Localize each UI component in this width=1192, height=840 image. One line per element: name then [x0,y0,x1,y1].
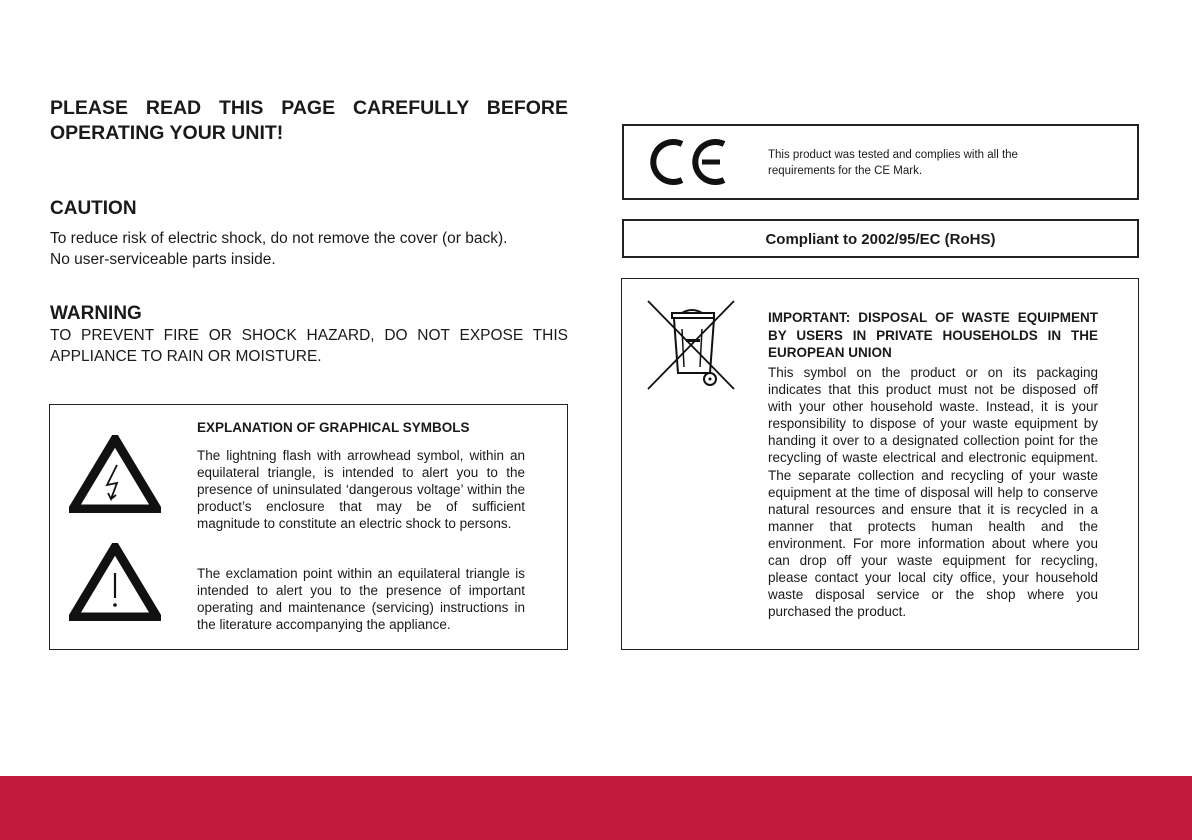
ce-mark-box [622,124,1139,200]
caution-line-1: To reduce risk of electric shock, do not remove the cover (or back). [50,230,508,247]
exclamation-description: The exclamation point within an equilateral triangle is intended to alert you to the presence of important operating and maintenance (servicing) instructions in the literature accompanying the appliance. [197,566,525,633]
lightning-description: The lightning flash with arrowhead symbol, within an equilateral triangle, is intended to alert you to the presence of uninsulated ‘dangerous voltage’ within the product’s enclosure that may be of sufficient magnitude to constitute an electric shock to persons. [197,448,525,532]
weee-disposal-box [621,278,1139,650]
page-heading: PLEASE READ THIS PAGE CAREFULLY BEFORE OPERATING YOUR UNIT! [50,97,568,144]
graphical-symbols-box [49,404,568,650]
ce-mark-icon [650,136,734,188]
footer-bar [0,776,1192,840]
crossed-wheelie-bin-icon [642,299,742,395]
warning-text: TO PREVENT FIRE OR SHOCK HAZARD, DO NOT EXPOSE THIS APPLIANCE TO RAIN OR MOISTURE. [50,327,568,365]
exclamation-warning-icon [69,543,161,621]
weee-description: This symbol on the product or on its packaging indicates that this product must not be disposed off with your other household waste. Instead, it is your responsibility to dispose of your waste equipment by handing it over to a designated collection point for the recycling of waste electrical and electronic equipment. The separate collection and recycling of your waste equipment at the time of disposal will help to conserve natural resources and ensure that it is recycled in a manner that protects human health and the environment. For more information about where you can drop off your waste equipment for recycling, please contact your local city office, your household waste disposal service or the shop where you purchased the product. [768,365,1098,620]
caution-line-2: No user-serviceable parts inside. [50,251,276,268]
ce-mark-text: This product was tested and complies with all the requirements for the CE Mark. [768,149,1018,177]
lightning-warning-icon [69,435,161,513]
symbols-box-title: EXPLANATION OF GRAPHICAL SYMBOLS [197,420,470,435]
caution-title: CAUTION [50,198,137,219]
warning-title: WARNING [50,303,142,324]
rohs-banner: Compliant to 2002/95/EC (RoHS) [622,219,1139,258]
weee-title: IMPORTANT: DISPOSAL OF WASTE EQUIPMENT BY USERS IN PRIVATE HOUSEHOLDS IN THE EUROPEAN UNION [768,310,1098,360]
